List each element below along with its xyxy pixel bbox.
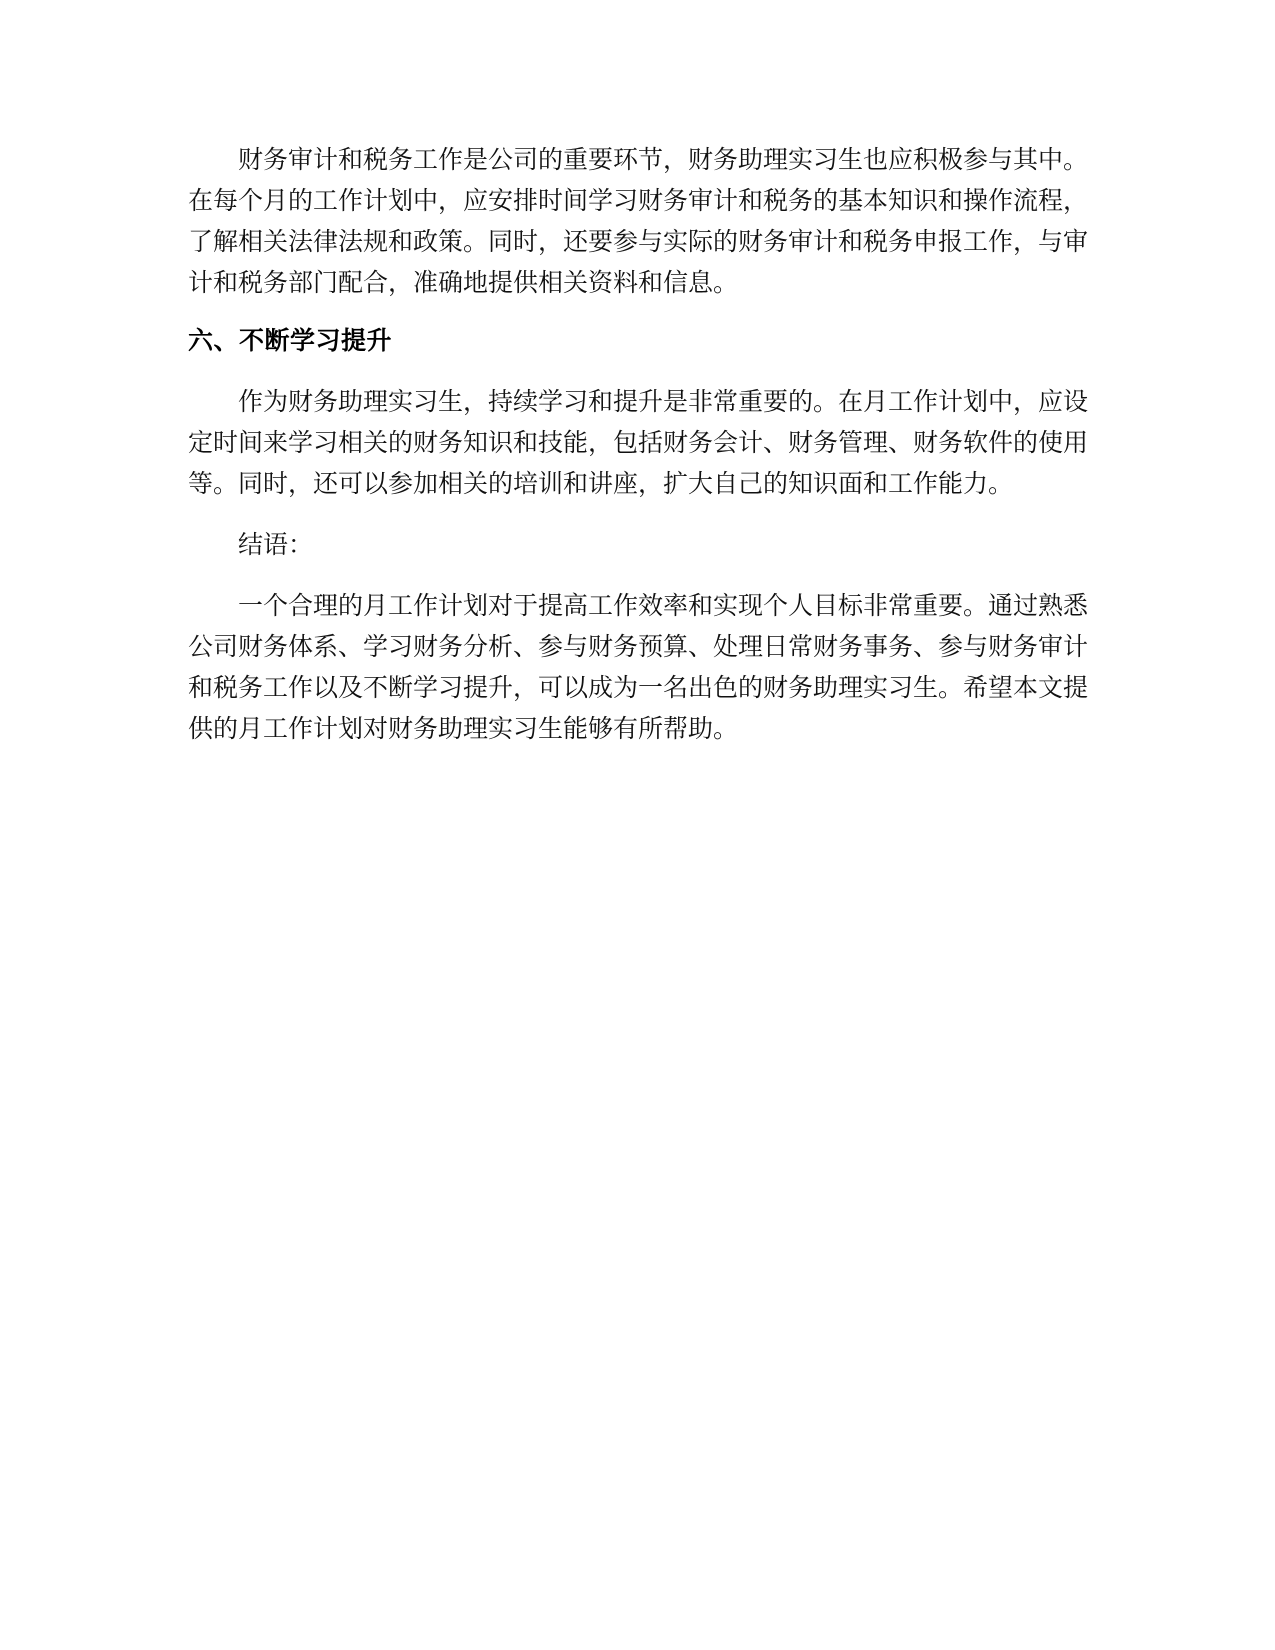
conclusion-label: 结语： bbox=[238, 530, 314, 559]
section-six-heading: 六、不断学习提升 bbox=[188, 326, 393, 355]
conclusion-paragraph: 一个合理的月工作计划对于提高工作效率和实现个人目标非常重要。通过熟悉公司财务体系、学习财务分析、参与财务预算、处理日常财务事务、参与财务审计和税务工作以及不断学习提升，可以成为一名出色的财务助理实习生。希望本文提供的月工作计划对财务助理实习生能够有所帮助。 bbox=[188, 591, 1089, 743]
continuous-learning-paragraph: 作为财务助理实习生，持续学习和提升是非常重要的。在月工作计划中，应设定时间来学习相关的财务知识和技能，包括财务会计、财务管理、财务软件的使用等。同时，还可以参加相关的培训和讲座，扩大自己的知识面和工作能力。 bbox=[188, 387, 1089, 498]
document-body bbox=[188, 139, 1088, 749]
audit-tax-paragraph: 财务审计和税务工作是公司的重要环节，财务助理实习生也应积极参与其中。在每个月的工作计划中，应安排时间学习财务审计和税务的基本知识和操作流程，了解相关法律法规和政策。同时，还要参与实际的财务审计和税务申报工作，与审计和税务部门配合，准确地提供相关资料和信息。 bbox=[188, 145, 1089, 297]
